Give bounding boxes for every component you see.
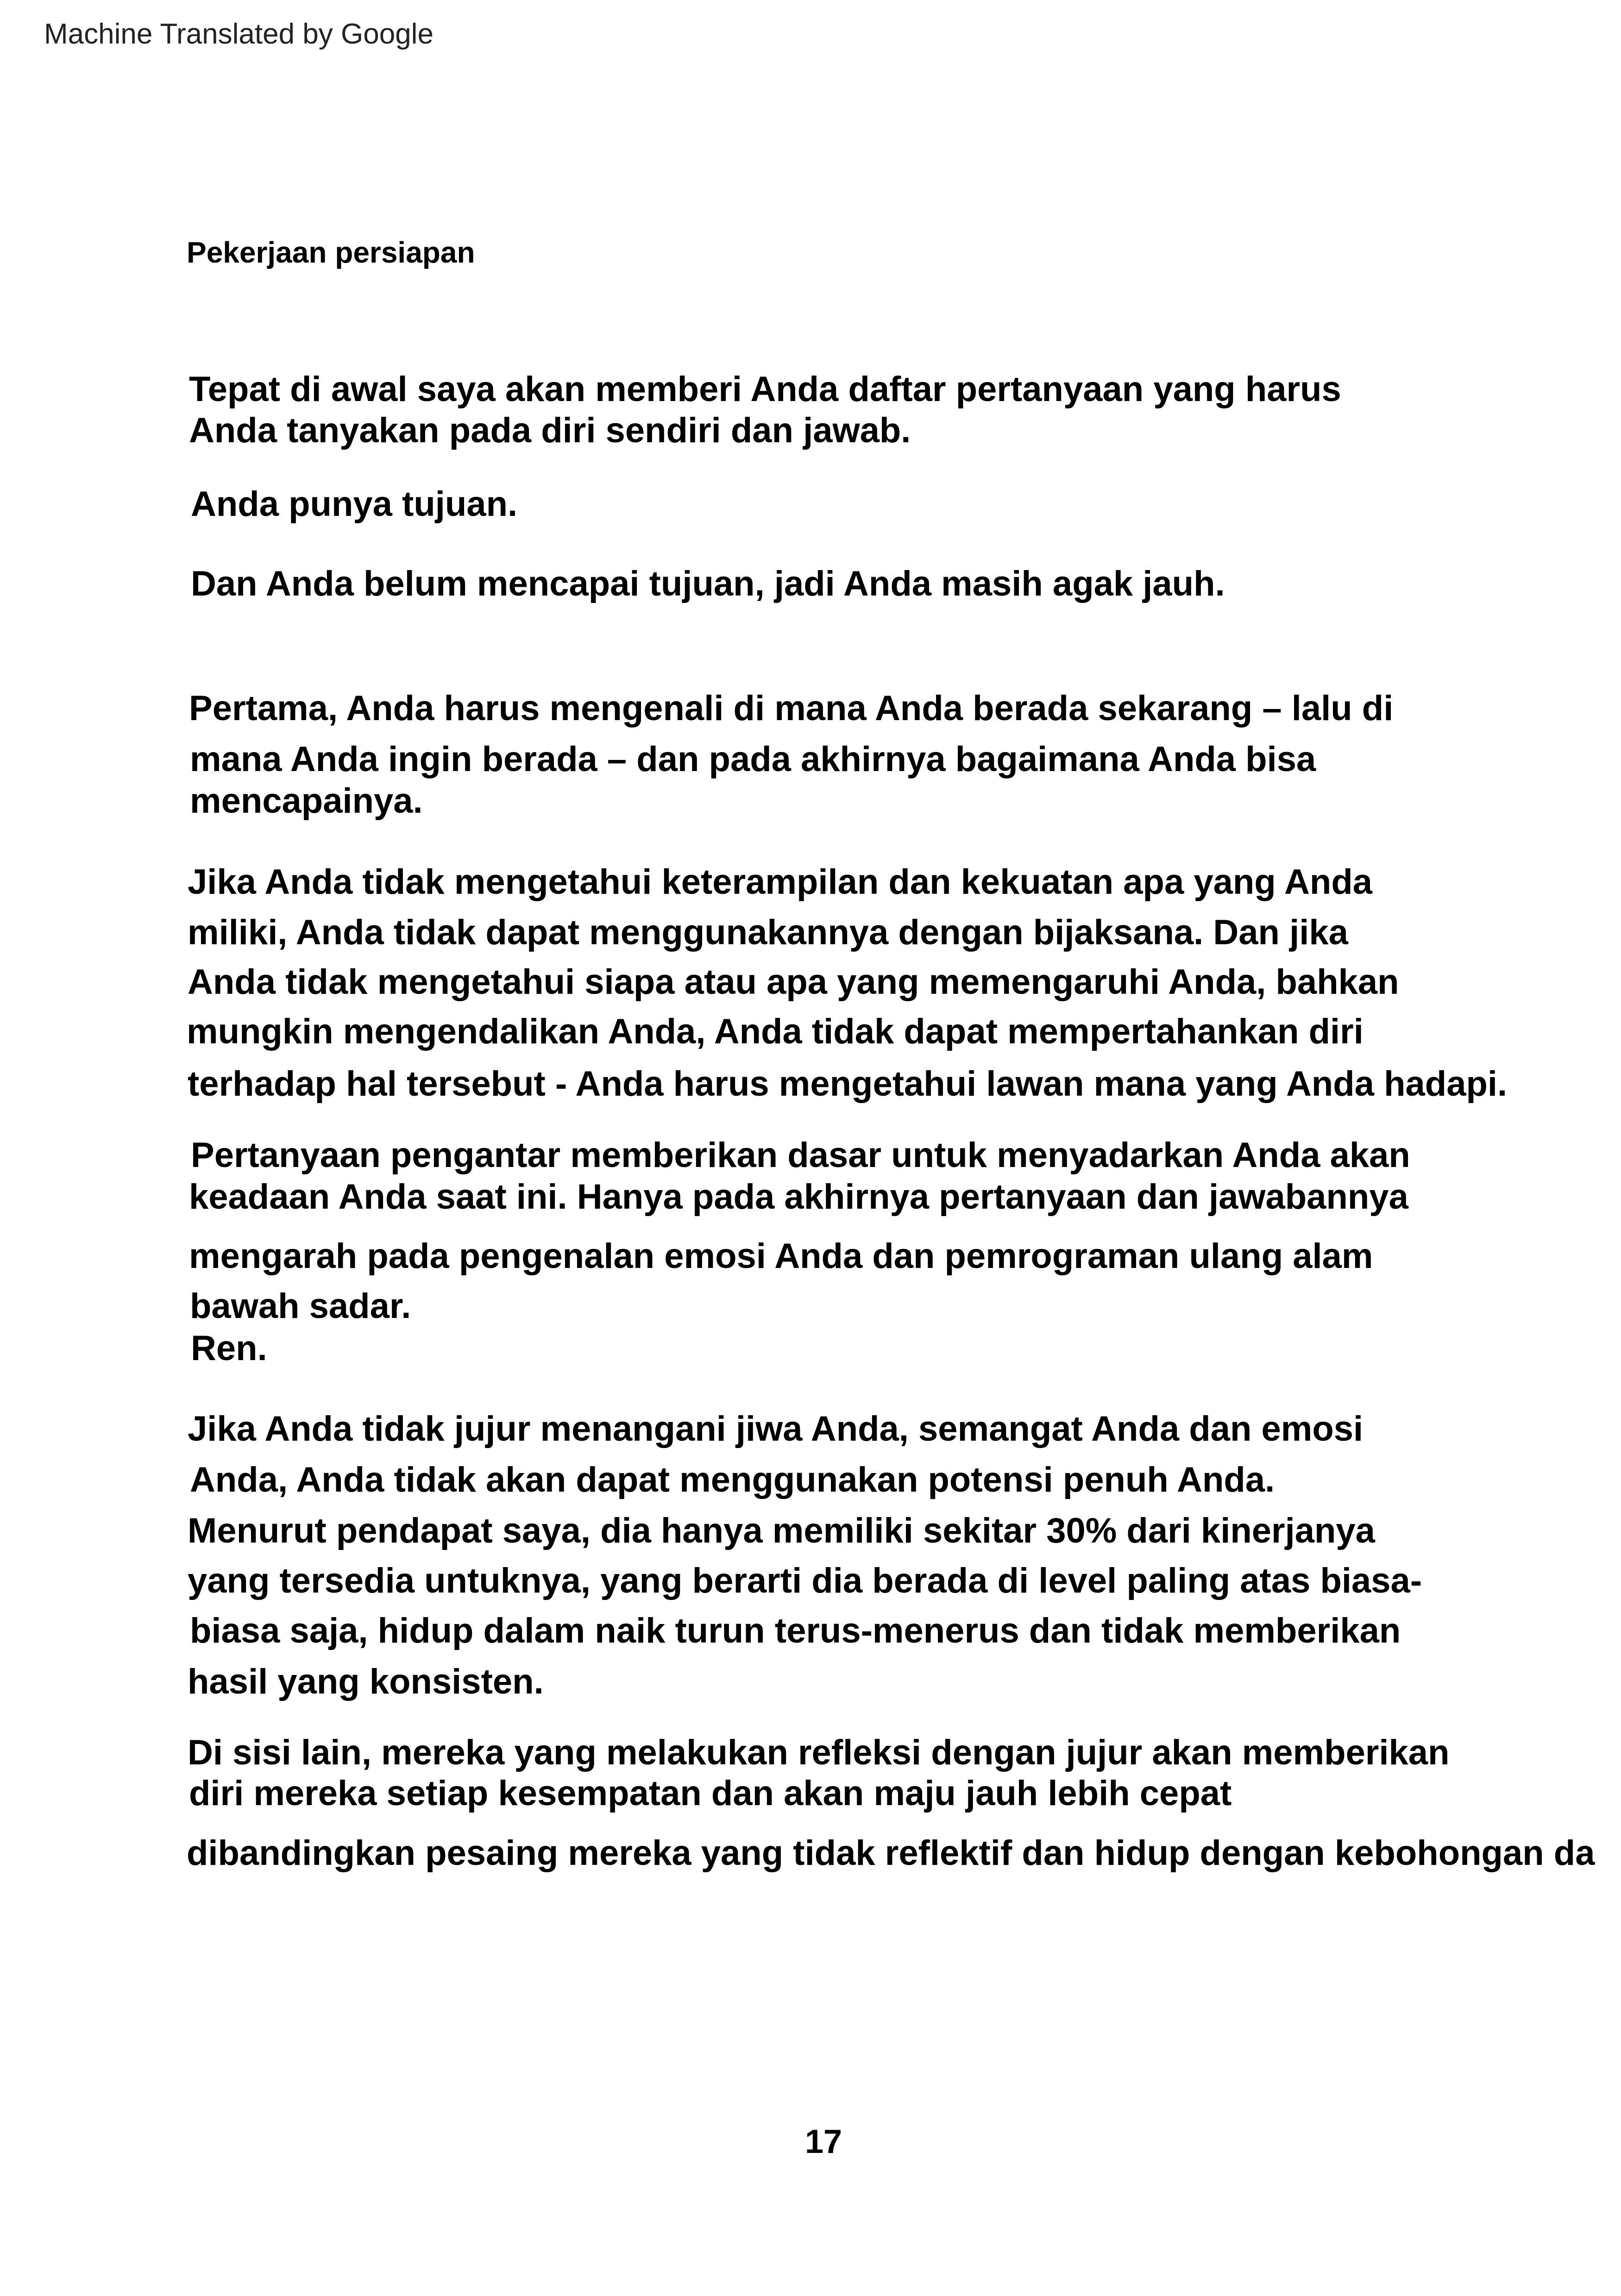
paragraph-8-line-1: Di sisi lain, mereka yang melakukan refleksi dengan jujur akan memberikan xyxy=(188,1733,1450,1772)
paragraph-7-line-5: biasa saja, hidup dalam naik turun terus-menerus dan tidak memberikan xyxy=(190,1611,1401,1650)
paragraph-7-line-3: Menurut pendapat saya, dia hanya memiliki sekitar 30% dari kinerjanya xyxy=(188,1511,1375,1550)
paragraph-8-line-2: diri mereka setiap kesempatan dan akan maju jauh lebih cepat xyxy=(189,1774,1232,1813)
paragraph-5-line-2: miliki, Anda tidak dapat menggunakannya dengan bijaksana. Dan jika xyxy=(188,913,1348,952)
page-number: 17 xyxy=(805,2123,842,2160)
paragraph-4-line-1: Pertama, Anda harus mengenali di mana Anda berada sekarang – lalu di xyxy=(189,689,1394,728)
paragraph-5-line-5: terhadap hal tersebut - Anda harus mengetahui lawan mana yang Anda hadapi. xyxy=(188,1064,1508,1104)
paragraph-1-line-2: Anda tanyakan pada diri sendiri dan jawab. xyxy=(189,411,911,450)
paragraph-3-line-1: Dan Anda belum mencapai tujuan, jadi Anda masih agak jauh. xyxy=(191,564,1225,603)
paragraph-8-line-3: dibandingkan pesaing mereka yang tidak reflektif dan hidup dengan kebohongan da xyxy=(187,1833,1595,1873)
paragraph-6-line-1: Pertanyaan pengantar memberikan dasar untuk menyadarkan Anda akan xyxy=(191,1135,1410,1175)
paragraph-4-line-2: mana Anda ingin berada – dan pada akhirnya bagaimana Anda bisa xyxy=(190,740,1316,779)
machine-translation-note: Machine Translated by Google xyxy=(44,18,434,50)
paragraph-5-line-1: Jika Anda tidak mengetahui keterampilan dan kekuatan apa yang Anda xyxy=(188,862,1373,902)
paragraph-6-line-2: keadaan Anda saat ini. Hanya pada akhirnya pertanyaan dan jawabannya xyxy=(189,1177,1408,1217)
paragraph-7-line-1: Jika Anda tidak jujur menangani jiwa Anda, semangat Anda dan emosi xyxy=(188,1409,1363,1449)
paragraph-4-line-3: mencapainya. xyxy=(190,781,423,821)
paragraph-6-line-4: bawah sadar. xyxy=(190,1286,411,1326)
section-title: Pekerjaan persiapan xyxy=(187,236,475,269)
paragraph-7-line-6: hasil yang konsisten. xyxy=(188,1662,544,1701)
paragraph-2-line-1: Anda punya tujuan. xyxy=(191,484,518,524)
paragraph-1-line-1: Tepat di awal saya akan memberi Anda daftar pertanyaan yang harus xyxy=(189,370,1341,409)
paragraph-5-line-3: Anda tidak mengetahui siapa atau apa yang memengaruhi Anda, bahkan xyxy=(188,962,1399,1002)
paragraph-7-line-2: Anda, Anda tidak akan dapat menggunakan potensi penuh Anda. xyxy=(190,1460,1275,1499)
paragraph-6-line-5: Ren. xyxy=(191,1329,267,1368)
paragraph-7-line-4: yang tersedia untuknya, yang berarti dia berada di level paling atas biasa- xyxy=(188,1561,1422,1600)
paragraph-6-line-3: mengarah pada pengenalan emosi Anda dan pemrograman ulang alam xyxy=(189,1236,1373,1276)
paragraph-5-line-4: mungkin mengendalikan Anda, Anda tidak dapat mempertahankan diri xyxy=(187,1012,1363,1051)
